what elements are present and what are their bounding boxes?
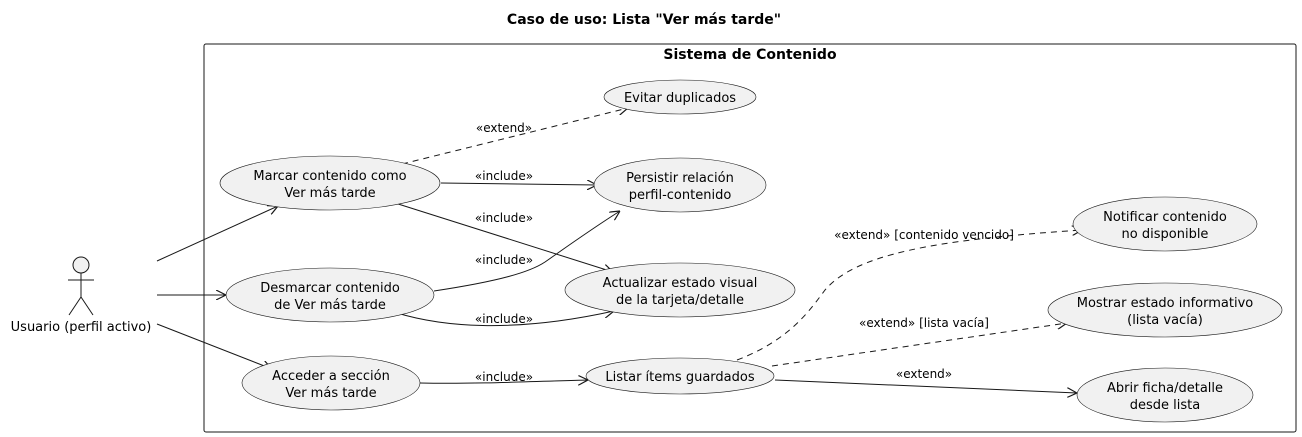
edge-marcar-persistir (441, 183, 597, 185)
system-title: Sistema de Contenido (663, 47, 837, 63)
label-listar-abrir: «extend» (895, 367, 953, 381)
edge-actor-marcar (157, 206, 278, 261)
use-case-notificar-line1: Notificar contenido (1103, 210, 1227, 225)
use-case-mostrar-line2: (lista vacía) (1127, 313, 1203, 328)
label-desmarcar-actualizar: «include» (474, 312, 534, 326)
use-case-actualizar-line2: de la tarjeta/detalle (615, 293, 745, 308)
use-case-desmarcar[interactable] (226, 268, 434, 322)
use-case-actualizar[interactable] (565, 263, 795, 317)
use-case-notificar[interactable] (1073, 197, 1257, 251)
use-case-evitar-line1: Evitar duplicados (623, 91, 737, 106)
use-case-actualizar-line1: Actualizar estado visual (602, 276, 758, 291)
use-case-mostrar-line1: Mostrar estado informativo (1076, 296, 1254, 311)
label-listar-notificar: «extend» [contenido vencido] (834, 228, 1014, 242)
use-case-desmarcar-line2: de Ver más tarde (274, 298, 386, 313)
use-case-marcar[interactable] (220, 156, 440, 210)
use-case-listar[interactable] (586, 358, 774, 394)
use-case-persistir[interactable] (594, 158, 766, 212)
edge-marcar-evitar (402, 108, 628, 164)
label-marcar-actualizar: «include» (474, 211, 534, 225)
use-case-acceder-line1: Acceder a sección (272, 369, 390, 384)
use-case-notificar-line2: no disponible (1121, 227, 1209, 242)
use-case-persistir-line2: perfil-contenido (628, 188, 732, 203)
actor-usuario[interactable] (11, 257, 152, 335)
label-marcar-evitar: «extend» (475, 121, 533, 135)
use-case-acceder[interactable] (242, 356, 420, 410)
use-case-persistir-line1: Persistir relación (626, 171, 734, 186)
actor-head (73, 257, 89, 273)
use-case-listar-line1: Listar ítems guardados (605, 370, 755, 385)
edge-listar-abrir (775, 380, 1077, 393)
use-case-acceder-line2: Ver más tarde (285, 386, 377, 401)
actor-label: Usuario (perfil activo) (10, 320, 152, 335)
actor-left-leg (69, 297, 81, 315)
use-case-desmarcar-line1: Desmarcar contenido (260, 281, 400, 296)
use-case-mostrar[interactable] (1048, 283, 1282, 337)
label-marcar-persistir: «include» (474, 169, 534, 183)
use-case-abrir-line2: desde lista (1129, 398, 1201, 413)
use-case-marcar-line2: Ver más tarde (284, 186, 376, 201)
actor-right-leg (81, 297, 93, 315)
use-case-abrir-line1: Abrir ficha/detalle (1106, 381, 1224, 396)
label-listar-mostrar: «extend» [lista vacía] (859, 316, 989, 330)
use-case-abrir[interactable] (1077, 368, 1253, 422)
label-acceder-listar: «include» (474, 370, 534, 384)
edge-actor-acceder (157, 324, 272, 369)
use-case-evitar[interactable] (604, 80, 756, 114)
label-desmarcar-persistir: «include» (474, 253, 534, 267)
diagram-title: Caso de uso: Lista "Ver más tarde" (506, 12, 782, 28)
use-case-marcar-line1: Marcar contenido como (253, 169, 407, 184)
